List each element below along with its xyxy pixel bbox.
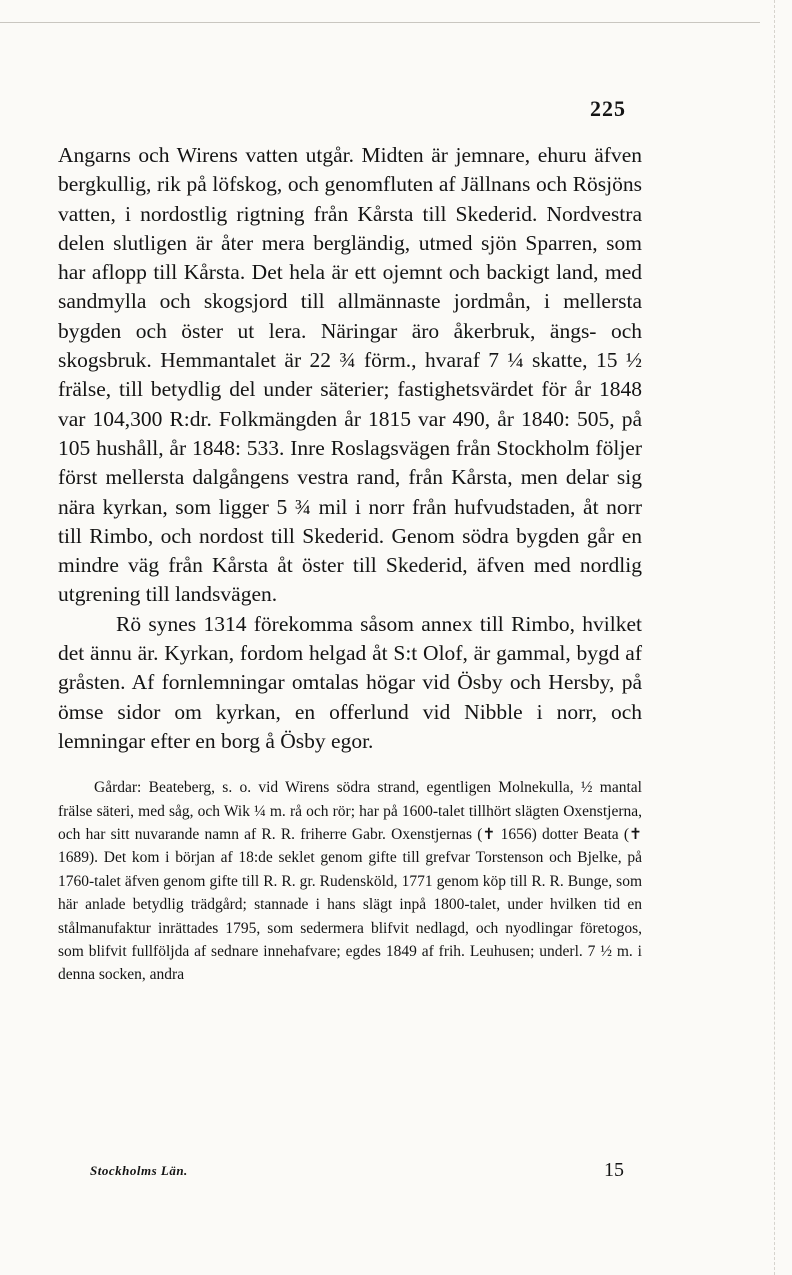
- top-edge-line: [0, 22, 760, 23]
- main-text: [58, 141, 642, 756]
- main-paragraph-2: Rö synes 1314 förekomma såsom annex till Rimbo, hvilket det ännu är. Kyrkan, fordom helgad åt S:t Olof, är gammal, bygd af gråsten. Af fornlemningar omtalas högar vid Ösby och Hersby, på ömse sidor om kyrkan, en offerlund vid Nibble i norr, och lemningar efter en borg å Ösby egor.: [58, 611, 642, 753]
- main-paragraph-1: Angarns och Wirens vatten utgår. Midten är jemnare, ehuru äfven bergkullig, rik på löfskog, och genomfluten af Jällnans och Rösjöns vatten, i nordostlig rigtning från Kårsta till Skederid. Nordvestra delen slutligen är åter mera bergländig, utmed sjön Sparren, som har aflopp till Kårsta. Det hela är ett ojemnt och backigt land, med sandmylla och skogsjord till allmännaste jordmån, i mellersta bygden och öster ut lera. Näringar äro åkerbruk, ängs- och skogsbruk. Hemmantalet är 22 ¾ förm., hvaraf 7 ¼ skatte, 15 ½ frälse, till betydlig del under säterier; fastighetsvärdet för år 1848 var 104,300 R:dr. Folkmängden år 1815 var 490, år 1840: 505, på 105 hushåll, år 1848: 533. Inre Roslagsvägen från Stockholm följer först mellersta dalgångens vestra rand, från Kårsta, men delar sig nära kyrkan, som ligger 5 ¾ mil i norr från hufvudstaden, åt norr till Rimbo, och nordost till Skederid. Genom södra bygden går en mindre väg från Kårsta åt öster till Skederid, äfven med nordlig utgrening till landsvägen.: [58, 143, 642, 607]
- footnote-paragraph: Gårdar: Beateberg, s. o. vid Wirens södra strand, egentligen Molnekulla, ½ mantal frälse säteri, med såg, och Wik ¼ m. rå och rör; har på 1600-talet tillhört slägten Oxenstjerna, och har sitt nuvarande namn af R. R. friherre Gabr. Oxenstjernas (✝ 1656) dotter Beata (✝ 1689). Det kom i början af 18:de seklet genom gifte till grefvar Torstenson och Bjelke, på 1760-talet äfven genom gifte till R. R. gr. Rudensköld, 1771 genom köp till R. R. Bunge, som här anlade betydlig trädgård; stannade i hans slägt inpå 1800-talet, under hvilken tid en stålmanufaktur inrättades 1795, som sedermera blifvit nedlagd, och nyodlingar företogos, som blifvit fullföljda af sednare innehafvare; egdes 1849 af frih. Leuhusen; underl. 7 ½ m. i denna socken, andra: [58, 779, 642, 984]
- signature-mark: Stockholms Län.: [90, 1163, 188, 1178]
- footnote-section: [58, 776, 642, 987]
- right-page-edge: [774, 0, 775, 1275]
- page-footer: [90, 1159, 624, 1183]
- page-body: [58, 141, 642, 987]
- page-number: 225: [590, 96, 626, 121]
- sheet-number: 15: [604, 1159, 624, 1181]
